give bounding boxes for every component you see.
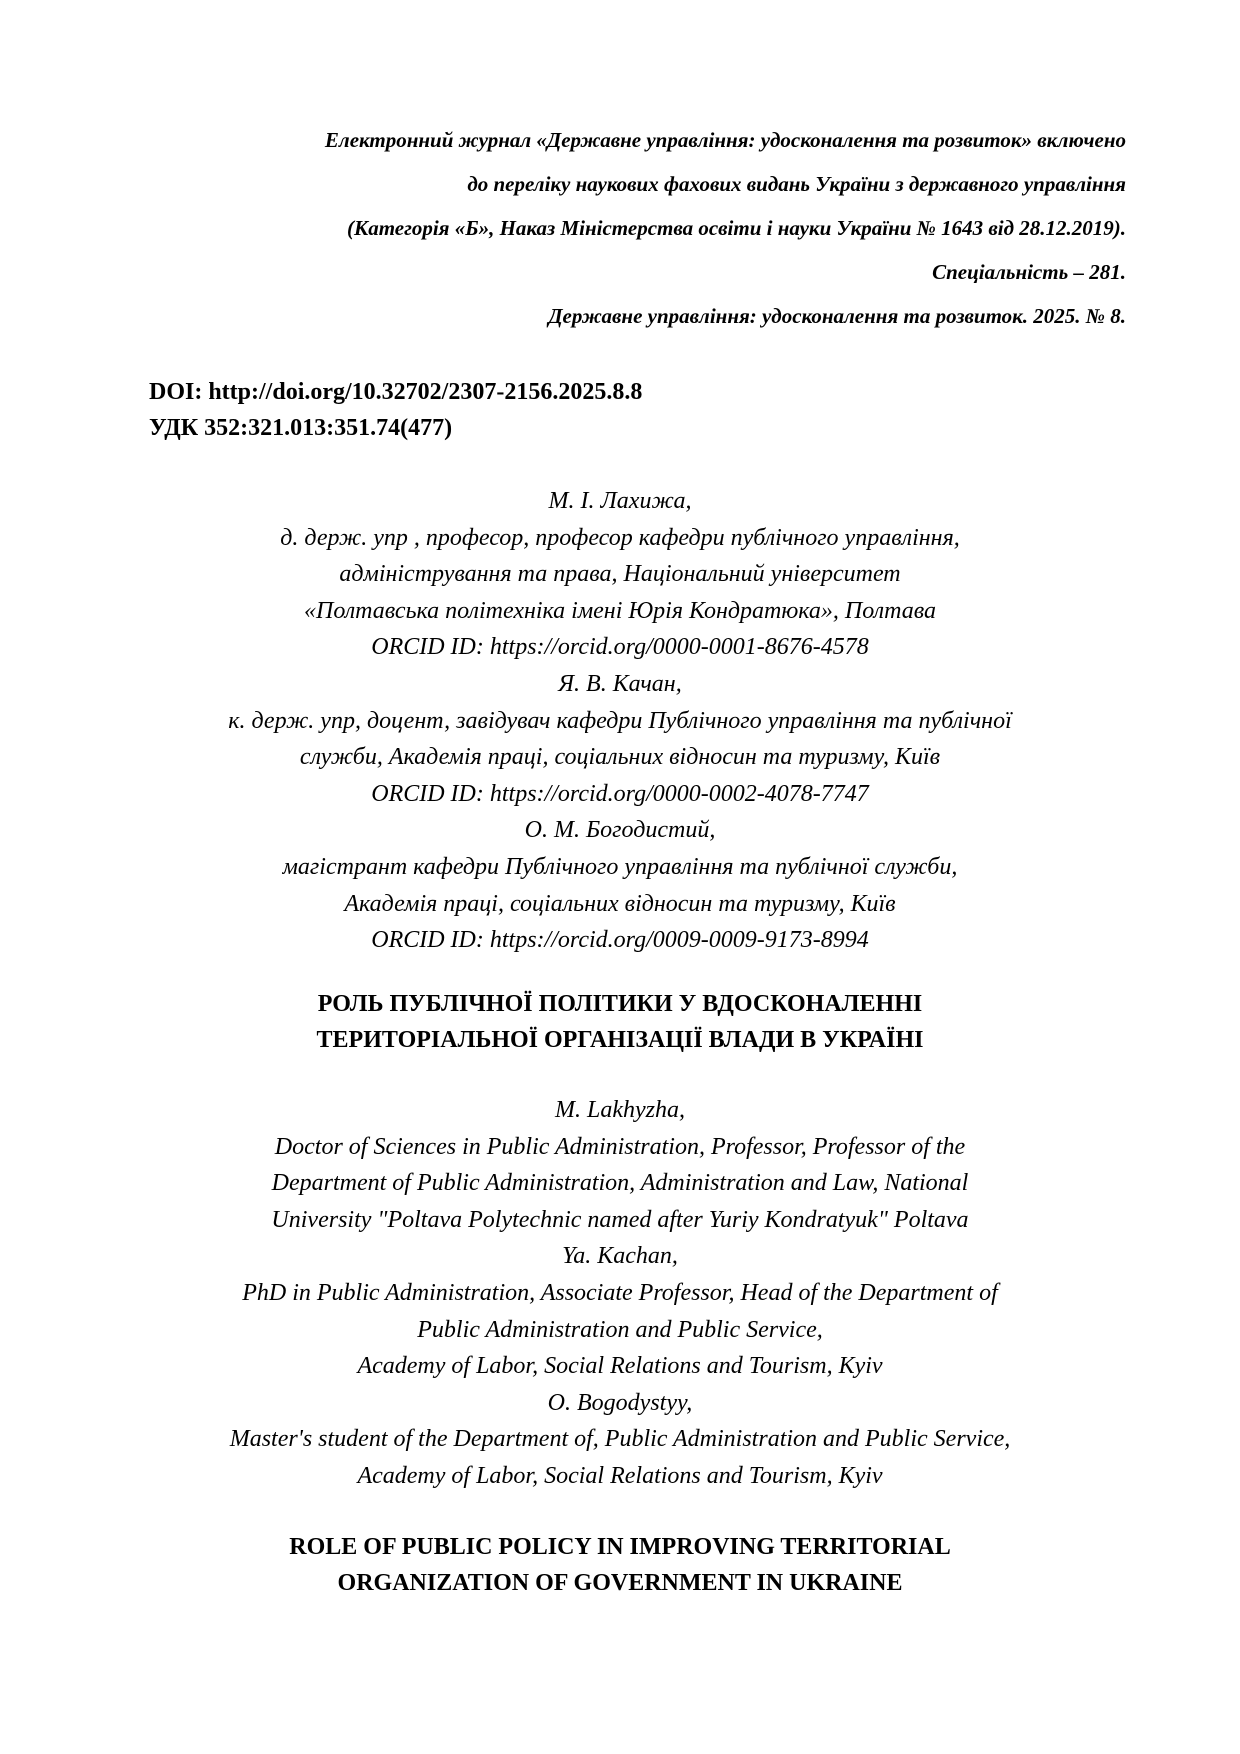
journal-header-line: Електронний журнал «Державне управління: удосконалення та розвиток» включено [324,128,1126,152]
journal-header-line: Державне управління: удосконалення та розвиток. 2025. № 8. [548,304,1126,328]
author-line: Public Administration and Public Service, [417,1316,823,1343]
authors-ukrainian [100,483,1140,959]
author-line: д. держ. упр , професор, професор кафедри публічного управління, [280,524,960,551]
author-line: ORCID ID: https://orcid.org/0000-0001-8676-4578 [371,634,869,661]
title-line: ROLE OF PUBLIC POLICY IN IMPROVING TERRITORIAL [289,1534,951,1560]
article-identifiers [149,374,642,446]
author-line: Master's student of the Department of, Public Administration and Public Service, [229,1426,1011,1453]
journal-header [130,118,1126,338]
author-line: адміністрування та права, Національний університет [339,561,901,588]
author-line: Academy of Labor, Social Relations and Tourism, Kyiv [357,1462,883,1489]
journal-header-line: Спеціальність – 281. [932,260,1126,284]
author-line: служби, Академія праці, соціальних відносин та туризму, Київ [299,744,941,771]
title-line: ORGANIZATION OF GOVERNMENT IN UKRAINE [337,1570,903,1596]
udc: УДК 352:321.013:351.74(477) [149,415,453,441]
author-line: University "Poltava Polytechnic named after Yuriy Kondratyuk" Poltava [271,1206,969,1233]
authors-english [100,1092,1140,1495]
author-line: Doctor of Sciences in Public Administration, Professor, Professor of the [274,1133,966,1160]
author-line: ORCID ID: https://orcid.org/0000-0002-4078-7747 [371,780,869,807]
author-line: Ya. Kachan, [562,1243,678,1270]
author-line: Academy of Labor, Social Relations and Tourism, Kyiv [357,1353,883,1380]
author-line: M. Lakhyzha, [555,1097,685,1123]
author-line: Department of Public Administration, Administration and Law, National [271,1170,969,1197]
author-line: магістрант кафедри Публічного управління та публічної служби, [282,853,958,880]
author-line: «Полтавська політехніка імені Юрія Кондратюка», Полтава [303,597,937,624]
journal-header-line: (Категорія «Б», Наказ Міністерства освіти і науки України № 1643 від 28.12.2019). [346,216,1126,240]
author-line: O. Bogodystyy, [547,1389,693,1416]
author-line: Я. В. Качан, [558,670,682,697]
title-line: РОЛЬ ПУБЛІЧНОЇ ПОЛІТИКИ У ВДОСКОНАЛЕННІ [317,991,923,1017]
author-line: ORCID ID: https://orcid.org/0009-0009-9173-8994 [371,927,869,954]
author-line: О. М. Богодистий, [524,817,716,844]
journal-header-line: до переліку наукових фахових видань України з державного управління [467,172,1126,196]
author-line: М. І. Лахижа, [548,488,692,514]
title-line: ТЕРИТОРІАЛЬНОЇ ОРГАНІЗАЦІЇ ВЛАДИ В УКРАЇНІ [316,1027,924,1053]
doi: DOI: http://doi.org/10.32702/2307-2156.2025.8.8 [149,379,643,405]
author-line: к. держ. упр, доцент, завідувач кафедри Публічного управління та публічної [228,707,1012,734]
author-line: PhD in Public Administration, Associate Professor, Head of the Department of [242,1279,998,1306]
author-line: Академія праці, соціальних відносин та туризму, Київ [344,890,896,917]
article-title-english [100,1529,1140,1601]
article-title-ukrainian [100,986,1140,1058]
